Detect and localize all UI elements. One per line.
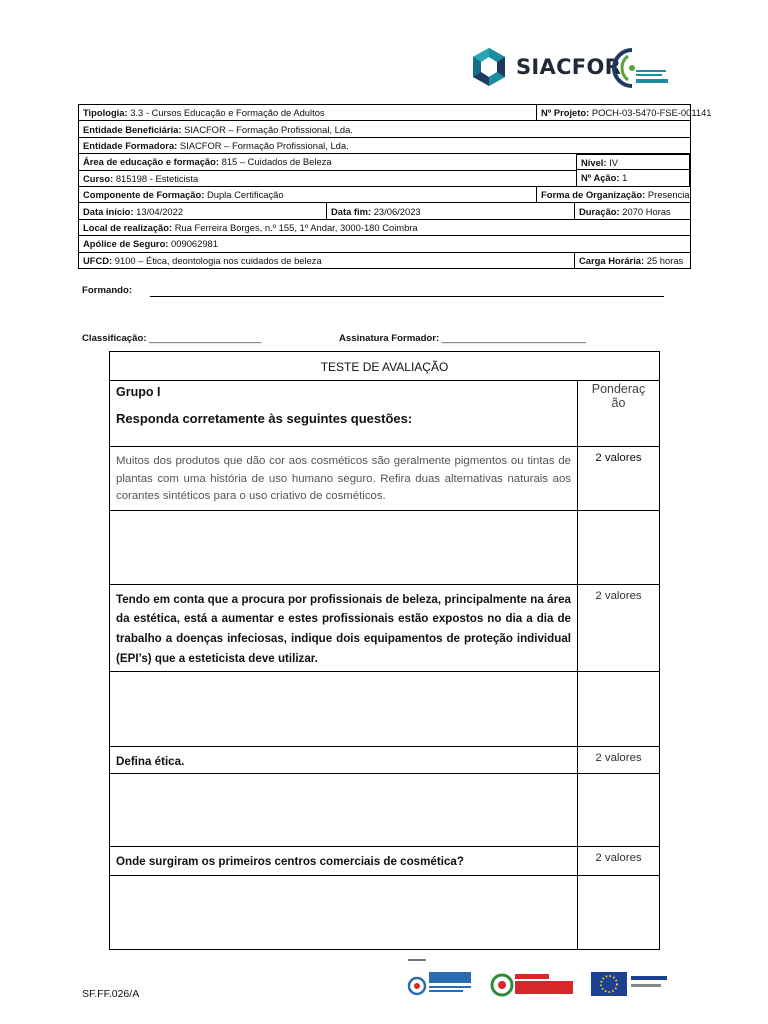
entidade-beneficiaria-value: SIACFOR – Formação Profissional, Lda. [184, 123, 353, 135]
question-3-score: 2 valores [578, 746, 660, 774]
entidade-formadora-label: Entidade Formadora: [83, 139, 178, 151]
row-componente [79, 186, 691, 202]
siacfor-hexagon-icon [470, 46, 508, 88]
assinatura-field [339, 333, 586, 344]
answer-row [110, 876, 660, 950]
entidade-formadora-value: SIACFOR – Formação Profissional, Lda. [179, 139, 349, 151]
row-tipologia [79, 105, 691, 121]
formando-input-line[interactable] [150, 296, 664, 297]
question-3-text: Defina ética. [110, 746, 578, 774]
classificacao-field [82, 333, 261, 344]
evaluation-table [109, 351, 660, 950]
classificacao-blank[interactable]: _____________________ [149, 333, 262, 344]
carga-value: 25 horas [646, 254, 684, 266]
siacfor-brand-text: SIACFOR [516, 55, 622, 79]
poise-logo [409, 972, 471, 994]
formando-label: Formando: [82, 285, 133, 296]
apolice-label: Apólice de Seguro: [83, 238, 169, 250]
nivel-label: Nível: [581, 157, 607, 168]
group-title: Grupo I [116, 385, 161, 399]
row-datas [79, 203, 691, 219]
question-1-text: Muitos dos produtos que dão cor aos cosméticos são geralmente pigmentos ou tintas de plantas com uma história de uso humano seguro. Refira duas alternativas naturais aos corantes sintéticos para o uso criativo de cosméticos. [110, 447, 578, 511]
acao-label: Nº Ação: [581, 172, 620, 183]
eu-flag-icon [591, 972, 667, 996]
question-row [110, 746, 660, 774]
answer-row [110, 774, 660, 847]
acao-cell [576, 170, 690, 187]
assinatura-blank[interactable]: ___________________________ [441, 333, 586, 344]
forma-label: Forma de Organização: [541, 189, 646, 201]
data-fim-value: 23/06/2023 [373, 205, 421, 217]
tipologia-label: Tipologia: [83, 107, 128, 119]
row-local [79, 219, 691, 235]
question-2-text: Tendo em conta que a procura por profissionais de beleza, principalmente na área da estética, está a aumentar e estes profissionais estão expostos no dia a dia de trabalho a doenças infeciosas, indique dois equipamentos de proteção individual (EPI’s) que a esteticista deve utilizar. [110, 584, 578, 671]
ponderacao-header-line2: ão [611, 396, 626, 410]
row-entidade-formadora [79, 137, 691, 153]
row-ufcd [79, 252, 691, 268]
projeto-label: Nº Projeto: [541, 107, 590, 119]
projeto-value: POCH-03-5470-FSE-001141 [591, 107, 712, 119]
question-4-text: Onde surgiram os primeiros centros comerciais de cosmética? [110, 847, 578, 876]
componente-label: Componente de Formação: [83, 189, 205, 201]
ponderacao-header-line1: Ponderaç [591, 382, 646, 396]
row-apolice [79, 236, 691, 252]
tipologia-value: 3.3 - Cursos Educação e Formação de Adultos [130, 107, 325, 119]
curso-label: Curso: [83, 172, 114, 184]
question-row [110, 584, 660, 671]
ponderacao-header [578, 381, 660, 447]
answer-3-area[interactable] [110, 774, 578, 847]
componente-value: Dupla Certificação [206, 189, 284, 201]
area-label: Área de educação e formação: [83, 156, 219, 168]
curso-value: 815198 - Esteticista [115, 172, 199, 184]
row-entidade-beneficiaria [79, 121, 691, 137]
ufcd-label: UFCD: [83, 254, 113, 266]
entidade-beneficiaria-label: Entidade Beneficiária: [83, 123, 182, 135]
document-code: SF.FF.026/A [82, 988, 140, 1000]
forma-value: Presencial [647, 189, 692, 201]
answer-1-area[interactable] [110, 510, 578, 584]
data-inicio-value: 13/04/2022 [136, 205, 184, 217]
nivel-cell [576, 154, 690, 170]
ufcd-value: 9100 – Ética, deontologia nos cuidados de beleza [114, 254, 322, 266]
certification-seal-icon [610, 46, 670, 90]
apolice-value: 009062981 [171, 238, 218, 250]
question-2-score: 2 valores [578, 584, 660, 671]
answer-row [110, 510, 660, 584]
question-row [110, 447, 660, 511]
classificacao-label: Classificação: [82, 333, 147, 344]
group-header [110, 381, 578, 447]
answer-row [110, 671, 660, 746]
data-inicio-label: Data início: [83, 205, 134, 217]
answer-2-area[interactable] [110, 671, 578, 746]
siacfor-logo [470, 46, 621, 88]
local-label: Local de realização: [83, 221, 173, 233]
test-title: TESTE DE AVALIAÇÃO [110, 352, 660, 381]
cofinancing-logos [405, 952, 671, 1000]
duracao-label: Duração: [579, 205, 620, 217]
assinatura-label: Assinatura Formador: [339, 333, 440, 344]
answer-4-area[interactable] [110, 876, 578, 950]
question-row [110, 847, 660, 876]
duracao-value: 2070 Horas [622, 205, 671, 217]
portugal-2020-logo [492, 974, 573, 995]
local-value: Rua Ferreira Borges, n.º 155, 1º Andar, 3000-180 Coimbra [174, 221, 418, 233]
nivel-value: IV [609, 157, 618, 168]
question-1-score: 2 valores [578, 447, 660, 511]
group-instructions: Responda corretamente às seguintes questões: [116, 411, 413, 426]
acao-value: 1 [622, 172, 628, 183]
data-fim-label: Data fim: [331, 205, 372, 217]
area-value: 815 – Cuidados de Beleza [221, 156, 332, 168]
carga-label: Carga Horária: [579, 254, 645, 266]
question-4-score: 2 valores [578, 847, 660, 876]
